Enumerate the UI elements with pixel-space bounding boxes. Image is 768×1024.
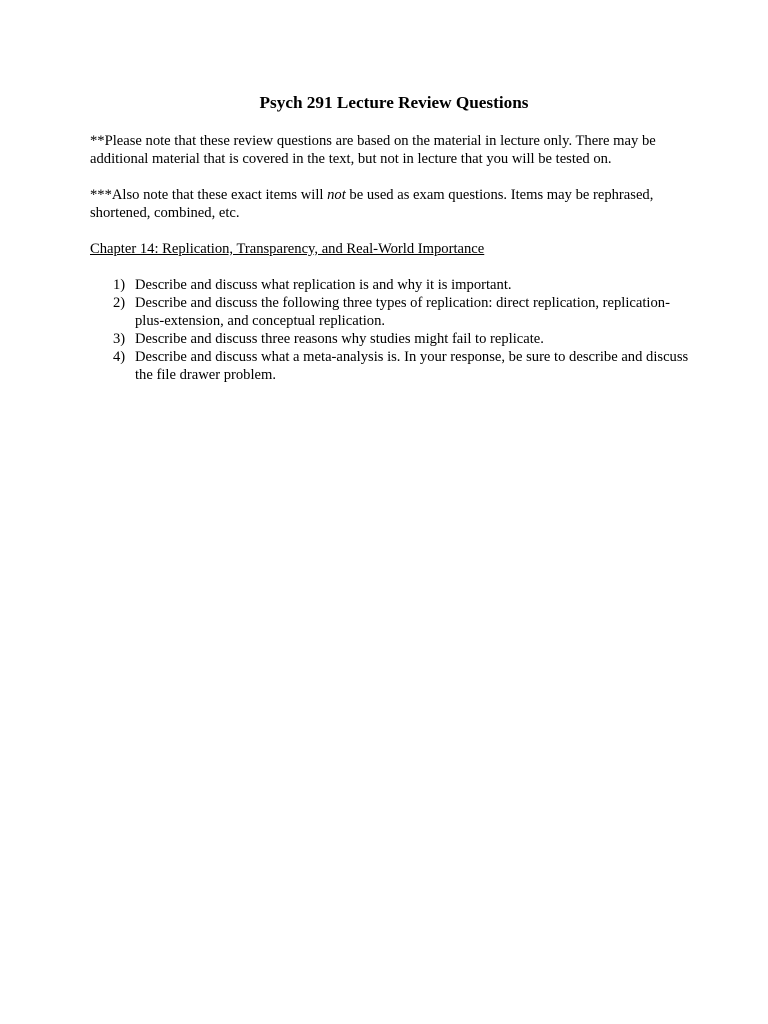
list-item (90, 330, 690, 348)
chapter-heading: Chapter 14: Replication, Transparency, and Real-World Importance (90, 241, 485, 257)
list-item (90, 348, 690, 384)
exam-note-text-before: ***Also note that these exact items will (90, 187, 328, 203)
list-item (90, 276, 690, 294)
document-title: Psych 291 Lecture Review Questions (259, 93, 529, 112)
document-page (90, 92, 690, 384)
question-text: Describe and discuss what replication is and why it is important. (135, 277, 512, 293)
exam-items-note (90, 186, 690, 222)
question-number: 3) (113, 331, 126, 347)
question-number: 1) (113, 277, 126, 293)
review-questions-list (90, 276, 690, 384)
lecture-only-note: **Please note that these review questions are based on the material in lecture only. There may be additional material that is covered in the text, but not in lecture that you will be tested on. (90, 133, 656, 167)
question-number: 2) (113, 295, 126, 311)
question-text: Describe and discuss the following three types of replication: direct replication, replication-plus-extension, and conceptual replication. (135, 295, 670, 329)
exam-note-text-after: be used as exam questions. Items may be rephrased, shortened, combined, etc. (90, 187, 654, 221)
exam-note-emphasis: not (327, 187, 346, 203)
question-text: Describe and discuss what a meta-analysis is. In your response, be sure to describe and discuss the file drawer problem. (135, 349, 689, 383)
question-text: Describe and discuss three reasons why studies might fail to replicate. (135, 331, 544, 347)
question-number: 4) (113, 349, 126, 365)
list-item (90, 294, 690, 330)
